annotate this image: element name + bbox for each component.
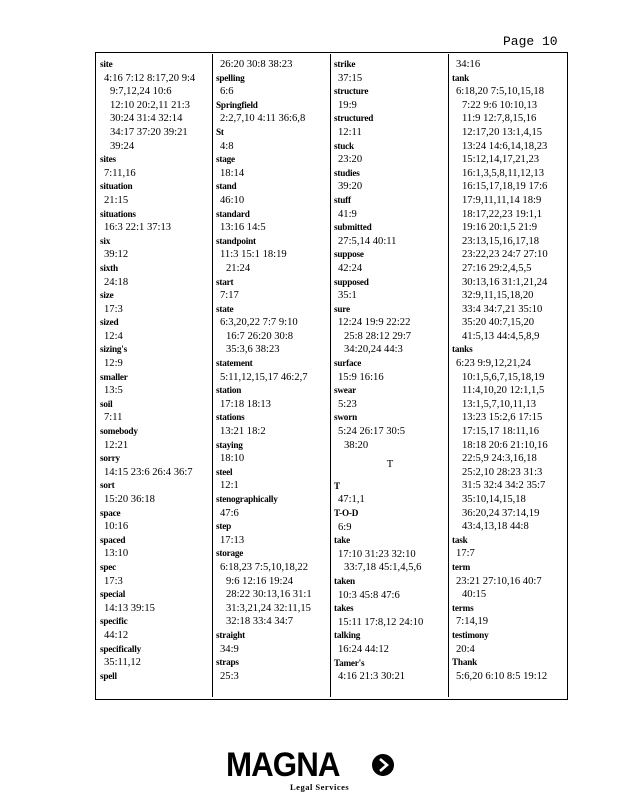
index-entry (334, 629, 446, 656)
index-entry (100, 398, 212, 425)
index-column-3 (334, 58, 446, 684)
index-word: structure (334, 86, 369, 97)
index-entry (334, 194, 446, 221)
page-line-reference: 46:10 (220, 194, 245, 206)
page-line-reference: 33:4 34:7,21 35:10 (462, 303, 543, 315)
page-line-reference: 5:24 26:17 30:5 (338, 426, 406, 438)
index-word: Thank (452, 657, 478, 668)
index-word: terms (452, 602, 474, 613)
index-entry (452, 58, 564, 72)
page-line-reference: 9:6 12:16 19:24 (226, 575, 294, 587)
index-entry (334, 657, 446, 684)
index-entry (100, 643, 212, 670)
index-entry (100, 58, 212, 153)
magna-logo (226, 748, 396, 794)
index-word: spell (100, 670, 117, 681)
index-entry (100, 180, 212, 207)
index-entry (100, 289, 212, 316)
page-line-reference: 28:22 30:13,16 31:1 (226, 589, 312, 601)
page-line-reference: 4:16 7:12 8:17,20 9:4 (104, 72, 196, 84)
page-number: Page 10 (503, 34, 558, 49)
index-word: standpoint (216, 235, 256, 246)
page-line-reference: 12:9 (104, 358, 123, 370)
page-line-reference: 11:9 12:7,8,15,16 (462, 113, 537, 125)
page-line-reference: 47:1,1 (338, 494, 365, 506)
index-entry (334, 452, 446, 480)
index-entry (216, 547, 328, 629)
page-line-reference: 10:3 45:8 47:6 (338, 589, 400, 601)
index-entry (100, 479, 212, 506)
index-entry (334, 507, 446, 534)
index-word: size (100, 290, 114, 301)
page-line-reference: 35:1 (338, 290, 357, 302)
index-entry (216, 99, 328, 126)
index-word: spaced (100, 534, 126, 545)
page-line-reference: 16:1,3,5,8,11,12,13 (462, 167, 545, 179)
index-word: stuff (334, 194, 351, 205)
index-word: talking (334, 630, 361, 641)
page-line-reference: 15:20 36:18 (104, 494, 155, 505)
page-line-reference: 23:21 27:10,16 40:7 (456, 575, 542, 587)
index-entry (216, 126, 328, 153)
index-word: station (216, 385, 242, 396)
index-word: task (452, 534, 468, 545)
index-word: submitted (334, 222, 372, 233)
page-line-reference: 39:20 (338, 181, 363, 193)
page-line-reference: 13:24 14:6,14,18,23 (462, 140, 548, 152)
page-line-reference: 5:23 (338, 398, 357, 410)
index-word: structured (334, 113, 374, 124)
page-line-reference: 6:3,20,22 7:7 9:10 (220, 317, 298, 329)
index-column-1 (100, 58, 212, 683)
page-line-reference: 6:9 (338, 521, 352, 533)
page-line-reference: 47:6 (220, 507, 239, 519)
page-line-reference: 15:12,14,17,21,23 (462, 154, 540, 166)
index-word: staying (216, 439, 243, 450)
page-line-reference: 6:18,20 7:5,10,15,18 (456, 86, 544, 98)
page-line-reference: 17:15,17 18:11,16 (462, 426, 540, 438)
page-line-reference: 20:4 (456, 643, 475, 655)
page-line-reference: 18:14 (220, 167, 245, 179)
index-entry (216, 180, 328, 207)
index-word: tank (452, 72, 470, 83)
index-word: sized (100, 317, 119, 328)
index-word: start (216, 276, 234, 287)
index-entry (216, 153, 328, 180)
index-entry (452, 602, 564, 629)
index-entry (100, 262, 212, 289)
page-line-reference: 6:18,23 7:5,10,18,22 (220, 561, 308, 573)
index-word: sizing's (100, 344, 127, 355)
arrow-icon (372, 754, 394, 776)
page-line-reference: 27:16 29:2,4,5,5 (462, 262, 532, 274)
index-entry (334, 602, 446, 629)
index-entry (334, 248, 446, 275)
index-word: straight (216, 629, 246, 640)
page-line-reference: 25:3 (220, 670, 239, 682)
page-line-reference: 40:15 (462, 589, 487, 601)
index-entry (216, 520, 328, 547)
index-word: spec (100, 561, 117, 572)
index-word: takes (334, 603, 354, 614)
page-line-reference: 35:11,12 (104, 657, 141, 669)
page-line-reference: 16:15,17,18,19 17:6 (462, 181, 548, 193)
index-entry (216, 72, 328, 99)
index-word: steel (216, 466, 233, 477)
page-line-reference: 7:17 (220, 290, 239, 302)
page-line-reference: 35:3,6 38:23 (226, 344, 280, 356)
page-line-reference: 4:8 (220, 140, 234, 152)
index-word: spelling (216, 72, 245, 83)
index-word: soil (100, 398, 113, 409)
index-entry (334, 58, 446, 85)
page-line-reference: 17:3 (104, 575, 123, 587)
index-word: sorry (100, 453, 120, 464)
index-word: swear (334, 385, 356, 396)
page-line-reference: 2:2,7,10 4:11 36:6,8 (220, 113, 306, 125)
index-entry (100, 235, 212, 262)
page-line-reference: 23:13,15,16,17,18 (462, 235, 540, 247)
page-line-reference: 7:14,19 (456, 616, 489, 628)
page-line-reference: 16:3 22:1 37:13 (104, 222, 172, 234)
index-word: surface (334, 358, 362, 369)
page-line-reference: 34:9 (220, 643, 239, 655)
page-line-reference: 19:9 (338, 99, 357, 111)
page-line-reference: 13:10 (104, 548, 129, 560)
page-line-reference: 18:10 (220, 453, 245, 465)
index-word: stations (216, 412, 245, 423)
page-line-reference: 26:20 30:8 38:23 (220, 59, 293, 70)
index-entry (216, 411, 328, 438)
index-entry (334, 140, 446, 167)
logo-subtitle: Legal Services (290, 782, 350, 792)
index-entry (100, 670, 212, 684)
index-word: site (100, 59, 113, 69)
index-entry (100, 343, 212, 370)
page-line-reference: 22:5,9 24:3,16,18 (462, 453, 537, 465)
index-entry (100, 588, 212, 615)
page-line-reference: 16:24 44:12 (338, 643, 389, 655)
page-line-reference: 21:24 (226, 262, 251, 274)
page-line-reference: 43:4,13,18 44:8 (462, 521, 529, 533)
index-entry (334, 575, 446, 602)
page-line-reference: 30:13,16 31:1,21,24 (462, 276, 548, 288)
page-line-reference: 17:7 (456, 548, 475, 560)
page-line-reference: 13:5 (104, 385, 123, 397)
index-word: stuck (334, 140, 354, 151)
page-line-reference: 38:20 (344, 439, 369, 451)
index-entry (216, 58, 328, 72)
page-line-reference: 15:9 16:16 (338, 371, 384, 383)
index-entry (334, 112, 446, 139)
page-line-reference: 23:20 (338, 154, 363, 166)
index-word: stage (216, 154, 235, 165)
page-line-reference: 32:9,11,15,18,20 (462, 290, 534, 302)
section-letter: T (386, 459, 394, 471)
page-line-reference: 15:11 17:8,12 24:10 (338, 616, 424, 628)
index-entry (452, 656, 564, 683)
index-entry (452, 629, 564, 656)
index-entry (216, 493, 328, 520)
index-entry (334, 276, 446, 303)
index-entry (216, 466, 328, 493)
index-entry (100, 561, 212, 588)
index-entry (100, 316, 212, 343)
page-line-reference: 10:16 (104, 521, 129, 533)
index-entry (216, 439, 328, 466)
index-word: T (334, 480, 340, 491)
page-line-reference: 6:23 9:9,12,21,24 (456, 358, 531, 370)
page-line-reference: 37:15 (338, 72, 363, 84)
page-line-reference: 41:9 (338, 208, 357, 220)
index-entry (100, 425, 212, 452)
page-line-reference: 16:7 26:20 30:8 (226, 330, 294, 342)
index-column-2 (216, 58, 328, 683)
index-word: state (216, 303, 234, 314)
index-entry (100, 615, 212, 642)
page-line-reference: 17:9,11,11,14 18:9 (462, 194, 542, 206)
index-entry (216, 276, 328, 303)
page-line-reference: 7:22 9:6 10:10,13 (462, 99, 538, 111)
index-entry (100, 534, 212, 561)
page-line-reference: 13:23 15:2,6 17:15 (462, 412, 543, 424)
page-line-reference: 24:18 (104, 276, 129, 288)
page-line-reference: 35:10,14,15,18 (462, 494, 526, 505)
index-word: specifically (100, 643, 141, 654)
index-entry (100, 507, 212, 534)
index-word: specific (100, 616, 128, 627)
page-line-reference: 27:5,14 40:11 (338, 235, 397, 247)
index-word: Tamer's (334, 657, 365, 668)
page-line-reference: 9:7,12,24 10:6 (110, 86, 172, 98)
index-entry (452, 72, 564, 344)
index-word: standard (216, 208, 250, 219)
page-line-reference: 39:12 (104, 249, 129, 261)
page-line-reference: 34:17 37:20 39:21 (110, 126, 188, 138)
index-entry (334, 303, 446, 357)
index-entry (452, 534, 564, 561)
index-column-4 (452, 58, 564, 683)
index-entry (216, 235, 328, 276)
index-word: stenographically (216, 494, 278, 504)
index-entry (100, 371, 212, 398)
index-word: T-O-D (334, 508, 359, 518)
index-word: term (452, 561, 471, 572)
page-line-reference: 34:16 (456, 59, 481, 70)
index-word: sort (100, 480, 115, 491)
page-line-reference: 19:16 20:1,5 21:9 (462, 222, 538, 234)
page-line-reference: 39:24 (110, 140, 135, 152)
index-entry (334, 534, 446, 575)
page-line-reference: 12:21 (104, 439, 129, 451)
index-word: tanks (452, 344, 473, 355)
column-divider (448, 54, 449, 697)
index-word: situation (100, 181, 133, 192)
index-word: space (100, 507, 121, 518)
index-word: suppose (334, 249, 364, 260)
page-line-reference: 33:7,18 45:1,4,5,6 (344, 562, 422, 574)
index-word: St (216, 126, 224, 137)
page-line-reference: 34:20,24 44:3 (344, 344, 403, 356)
logo-wordmark: MAGNA (226, 746, 340, 784)
index-entry (334, 384, 446, 411)
page-line-reference: 6:6 (220, 86, 234, 98)
page-line-reference: 13:1,5,7,10,11,13 (462, 398, 537, 410)
page-line-reference: 12:1 (220, 480, 239, 492)
page-line-reference: 12:24 19:9 22:22 (338, 317, 411, 329)
page-line-reference: 25:2,10 28:23 31:3 (462, 466, 543, 478)
page-line-reference: 44:12 (104, 629, 129, 641)
page-line-reference: 30:24 31:4 32:14 (110, 113, 183, 125)
page-line-reference: 42:24 (338, 262, 363, 274)
index-entry (216, 303, 328, 357)
index-word: smaller (100, 371, 128, 382)
page-line-reference: 7:11,16 (104, 167, 136, 179)
index-word: statement (216, 358, 253, 369)
index-entry (216, 208, 328, 235)
index-entry (334, 221, 446, 248)
page-line-reference: 31:3,21,24 32:11,15 (226, 602, 311, 614)
page-line-reference: 31:5 32:4 34:2 35:7 (462, 480, 546, 492)
page-line-reference: 25:8 28:12 29:7 (344, 330, 412, 342)
page-line-reference: 14:13 39:15 (104, 602, 155, 614)
index-word: taken (334, 575, 355, 586)
page-line-reference: 12:10 20:2,11 21:3 (110, 99, 190, 111)
page-line-reference: 5:11,12,15,17 46:2,7 (220, 371, 308, 383)
index-entry (452, 343, 564, 533)
page-line-reference: 13:16 14:5 (220, 222, 266, 234)
page-line-reference: 12:17,20 13:1,4,15 (462, 126, 543, 138)
page-line-reference: 21:15 (104, 194, 129, 206)
page-line-reference: 36:20,24 37:14,19 (462, 507, 540, 519)
index-entry (334, 85, 446, 112)
index-word: sites (100, 154, 116, 165)
page-line-reference: 10:1,5,6,7,15,18,19 (462, 371, 545, 383)
index-entry (334, 411, 446, 452)
page-line-reference: 14:15 23:6 26:4 36:7 (104, 466, 193, 478)
index-word: sixth (100, 262, 118, 273)
index-word: situations (100, 208, 136, 219)
index-word: supposed (334, 276, 369, 287)
page-line-reference: 18:17,22,23 19:1,1 (462, 208, 543, 220)
page-line-reference: 17:13 (220, 534, 245, 546)
page-line-reference: 11:4,10,20 12:1,1,5 (462, 385, 545, 397)
index-entry (216, 384, 328, 411)
page-line-reference: 17:18 18:13 (220, 398, 271, 410)
index-word: testimony (452, 629, 489, 640)
index-entry (334, 357, 446, 384)
index-word: six (100, 235, 111, 246)
index-entry (334, 167, 446, 194)
index-word: strike (334, 59, 356, 69)
index-word: straps (216, 657, 239, 668)
index-entry (216, 629, 328, 656)
page-line-reference: 18:18 20:6 21:10,16 (462, 439, 548, 451)
index-word: somebody (100, 426, 138, 437)
index-word: stand (216, 181, 237, 192)
index-word: sure (334, 303, 350, 314)
page-line-reference: 23:22,23 24:7 27:10 (462, 249, 548, 261)
page-line-reference: 11:3 15:1 18:19 (220, 249, 287, 261)
index-entry (100, 208, 212, 235)
page-line-reference: 12:11 (338, 126, 362, 138)
page-line-reference: 7:11 (104, 412, 123, 424)
page-line-reference: 13:21 18:2 (220, 426, 266, 438)
index-word: sworn (334, 412, 357, 423)
index-entry (100, 452, 212, 479)
page-line-reference: 4:16 21:3 30:21 (338, 671, 406, 683)
index-word: step (216, 521, 232, 532)
page-line-reference: 17:10 31:23 32:10 (338, 548, 416, 560)
index-word: Springfield (216, 99, 258, 110)
page-line-reference: 35:20 40:7,15,20 (462, 317, 535, 329)
page-line-reference: 41:5,13 44:4,5,8,9 (462, 330, 540, 342)
page-line-reference: 17:3 (104, 303, 123, 315)
page-line-reference: 32:18 33:4 34:7 (226, 616, 294, 628)
index-entry (334, 480, 446, 507)
index-word: storage (216, 548, 244, 559)
column-divider (330, 54, 331, 697)
index-entry (100, 153, 212, 180)
index-entry (216, 357, 328, 384)
index-word: studies (334, 167, 360, 178)
index-entry (452, 561, 564, 602)
column-divider (212, 54, 213, 697)
page-line-reference: 12:4 (104, 330, 123, 342)
page-line-reference: 5:6,20 6:10 8:5 19:12 (456, 670, 548, 682)
index-word: special (100, 589, 126, 600)
index-word: take (334, 535, 351, 546)
index-entry (216, 656, 328, 683)
